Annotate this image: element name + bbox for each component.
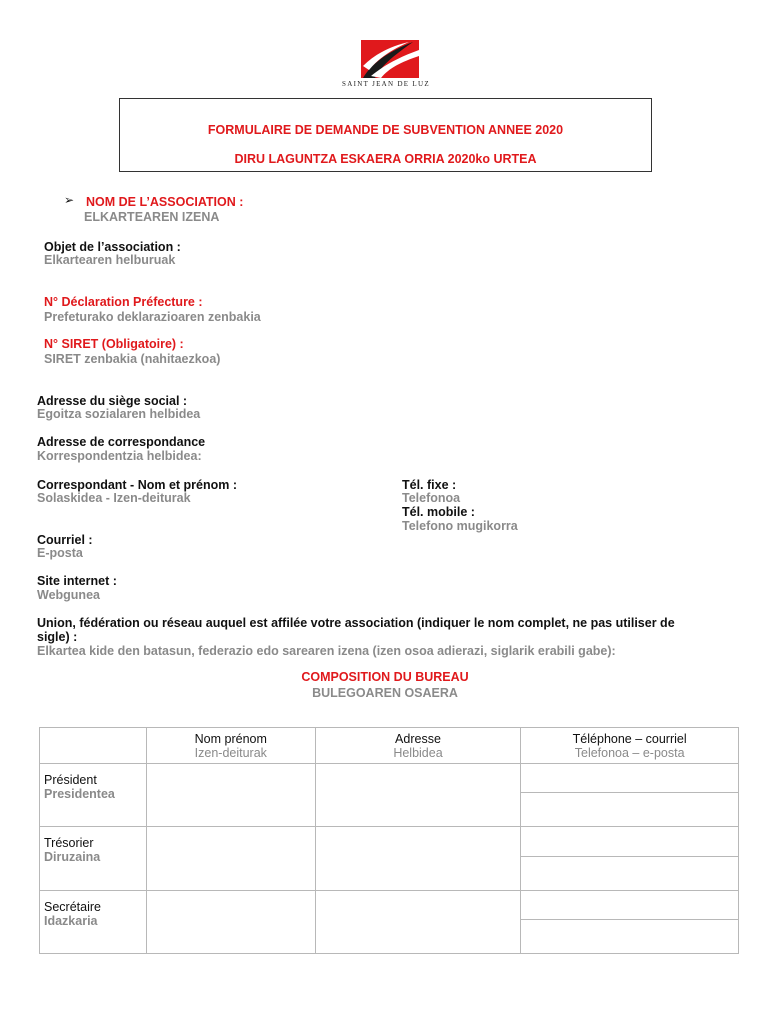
siege-label-fr: Adresse du siège social : [37,394,188,408]
role-label-eu: Diruzaina [44,850,101,865]
role-tresorier [40,827,147,890]
tresorier-nom-cell[interactable] [146,827,315,890]
secretaire-courriel-cell[interactable] [521,919,739,953]
president-nom-cell[interactable] [146,764,315,827]
union-label-fr-line2: sigle) : [37,630,78,644]
header-empty-cell [40,728,147,764]
tresorier-telephone-cell[interactable] [521,827,739,856]
table-row [40,764,739,793]
role-label-fr: Secrétaire [44,899,101,914]
role-label-eu: Presidentea [44,787,115,802]
siret-label-eu: SIRET zenbakia (nahitaezkoa) [44,352,221,366]
role-secretaire [40,890,147,953]
tel-mobile-label-eu: Telefono mugikorra [402,519,518,533]
bureau-title-eu: BULEGOAREN OSAERA [312,686,458,700]
arrow-bullet-icon: ➢ [64,193,75,207]
role-label-fr: Président [44,773,97,788]
logo-text: SAINT JEAN DE LUZ [342,80,430,88]
table-row [40,827,739,856]
association-name-label-eu: ELKARTEAREN IZENA [84,210,220,224]
president-courriel-cell[interactable] [521,793,739,827]
role-president [40,764,147,827]
secretaire-nom-cell[interactable] [146,890,315,953]
header-adresse [315,728,521,764]
header-label-eu: Telefonoa – e-posta [574,746,685,760]
prefecture-label-eu: Prefeturako deklarazioaren zenbakia [44,310,261,324]
correspondant-label-fr: Correspondant - Nom et prénom : [37,478,238,492]
association-name-label-fr: NOM DE L’ASSOCIATION : [86,195,244,209]
header-label-fr: Nom prénom [194,732,267,746]
tel-fixe-label-eu: Telefonoa [402,491,461,505]
tresorier-adresse-cell[interactable] [315,827,521,890]
site-label-fr: Site internet : [37,574,117,588]
tel-fixe-label-fr: Tél. fixe : [402,478,457,492]
header-label-fr: Adresse [395,732,441,746]
objet-label-fr: Objet de l’association : [44,240,181,254]
objet-label-eu: Elkartearen helburuak [44,253,176,267]
secretaire-telephone-cell[interactable] [521,890,739,919]
tel-mobile-label-fr: Tél. mobile : [402,505,475,519]
table-header-row [40,728,739,764]
table-row [40,890,739,919]
siege-label-eu: Egoitza sozialaren helbidea [37,407,201,421]
tresorier-courriel-cell[interactable] [521,856,739,890]
header-nom-prenom [146,728,315,764]
form-title-eu: DIRU LAGUNTZA ESKAERA ORRIA 2020ko URTEA [234,152,537,166]
secretaire-adresse-cell[interactable] [315,890,521,953]
correspondant-label-eu: Solaskidea - Izen-deiturak [37,491,191,505]
correspondance-label-fr: Adresse de correspondance [37,435,206,449]
form-title-fr: FORMULAIRE DE DEMANDE DE SUBVENTION ANNEE 2020 [207,123,564,137]
correspondance-label-eu: Korrespondentzia helbidea: [37,449,202,463]
president-adresse-cell[interactable] [315,764,521,827]
courriel-label-eu: E-posta [37,546,83,560]
president-telephone-cell[interactable] [521,764,739,793]
union-label-eu: Elkartea kide den batasun, federazio edo sarearen izena (izen osoa adierazi, siglarik erabili gabe): [37,644,616,658]
site-label-eu: Webgunea [37,588,100,602]
header-label-eu: Izen-deiturak [194,746,267,760]
bureau-title-fr: COMPOSITION DU BUREAU [301,670,469,684]
role-label-eu: Idazkaria [44,913,98,928]
union-label-fr-line1: Union, fédération ou réseau auquel est affilée votre association (indiquer le nom complet, ne pas utiliser de [37,616,675,630]
siret-label-fr: N° SIRET (Obligatoire) : [44,337,184,351]
role-label-fr: Trésorier [44,836,94,851]
header-telephone-courriel [521,728,739,764]
bureau-table [39,727,739,954]
header-label-eu: Helbidea [393,746,443,760]
header-label-fr: Téléphone – courriel [572,732,687,746]
prefecture-label-fr: N° Déclaration Préfecture : [44,295,203,309]
courriel-label-fr: Courriel : [37,533,93,547]
